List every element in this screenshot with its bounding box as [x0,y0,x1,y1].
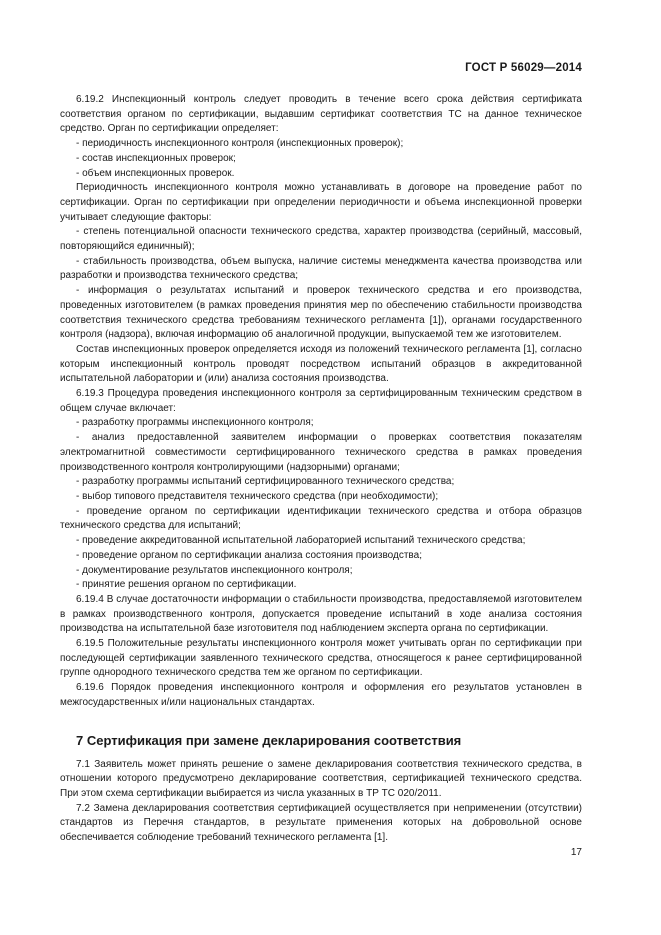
paragraph: - проведение органом по сертификации анализа состояния производства; [76,549,422,561]
document-header: ГОСТ Р 56029—2014 [465,62,582,74]
paragraph: 6.19.6 Порядок проведения инспекционного контроля и оформления его результатов установлен в межгосударственных и/или национальных стандартах. [60,682,582,708]
section-7-text [60,758,582,846]
paragraph: - выбор типового представителя технического средства (при необходимости); [76,490,439,502]
page-number: 17 [570,847,582,858]
section-7-heading: 7 Сертификация при замене декларирования соответствия [76,732,462,748]
paragraph: - состав инспекционных проверок; [76,152,236,164]
paragraph: - принятие решения органом по сертификации. [76,579,297,591]
paragraph: - периодичность инспекционного контроля (инспекционных проверок); [76,138,404,150]
paragraph: 6.19.5 Положительные результаты инспекционного контроля может учитывать орган по сертификации при последующей сертификации заявленного технического средства, относящегося к ранее сертифицированной группе однородного технического средства тем же органом по сертификации. [60,638,582,679]
paragraph: - степень потенциальной опасности технического средства, характер производства (серийный, массовый, повторяющийся единичный); [60,226,582,253]
paragraph: - анализ предоставленной заявителем информации о проверках соответствия показателям электромагнитной совместимости сертифицированного технического средства в рамках проведения производственного контроля контролирующими (надзорными) органами; [60,432,582,473]
paragraph: - проведение органом по сертификации идентификации технического средства и отбора образцов технического средства для испытаний; [60,505,582,532]
paragraph: - информация о результатах испытаний и проверок технического средства и его производства, проведенных изготовителем (в рамках проведения принятия мер по обеспечению стабильности производства соответствия технического средства требованиям технического регламента [1]), органами государственного контроля (надзора), включая информацию об аналогичной продукции, выпускаемой тем же изготовителем. [60,285,582,341]
paragraph: 6.19.4 В случае достаточности информации о стабильности производства, предоставляемой изготовителем в рамках производственного контроля, допускается проведение испытаний в ходе анализа состояния производства на испытательной базе изготовителя под наблюдением эксперта органа по сертификации. [60,593,582,635]
paragraph: - разработку программы испытаний сертифицированного технического средства; [76,476,455,488]
paragraph: Состав инспекционных проверок определяется исходя из положений технического регламента [1], согласно которым инспекционный контроль проводят посредством испытаний образцов в аккредитованной испытательной лаборатории и (или) анализа состояния производства. [60,343,582,385]
paragraph: - объем инспекционных проверок. [76,167,235,179]
paragraph: 7.1 Заявитель может принять решение о замене декларирования соответствия технического средства, в отношении которого предусмотрено декларирование соответствия, сертификацией технического средства. При этом схема сертификации выбирается из числа указанных в ТР ТС 020/2011. [60,758,582,799]
paragraph: 6.19.2 Инспекционный контроль следует проводить в течение всего срока действия сертификата соответствия органом по сертификации, выдавшим сертификат соответствия ТС на данное техническое средство. Орган по сертификации определяет: [60,94,582,135]
paragraph: - разработку программы инспекционного контроля; [76,417,314,429]
paragraph: - документирование результатов инспекционного контроля; [76,564,353,576]
paragraph: - проведение аккредитованной испытательной лабораторией испытаний технического средства; [76,535,526,547]
page-content [60,93,582,846]
section-6-19-text [60,93,582,711]
paragraph: Периодичность инспекционного контроля можно устанавливать в договоре на проведение работ по сертификации. Орган по сертификации при определении периодичности и объема инспекционной проверки учитывает следующие факторы: [60,182,582,223]
paragraph: - стабильность производства, объем выпуска, наличие системы менеджмента качества производства или разработки и производства технического средства; [60,255,582,282]
paragraph: 7.2 Замена декларирования соответствия сертификацией осуществляется при неприменении (отсутствии) стандартов из Перечня стандартов, в результате применения которых на добровольной основе обеспечивается соблюдение требований технического регламента [1]. [60,802,582,844]
paragraph: 6.19.3 Процедура проведения инспекционного контроля за сертифицированным техническим средством в общем случае включает: [60,388,582,414]
